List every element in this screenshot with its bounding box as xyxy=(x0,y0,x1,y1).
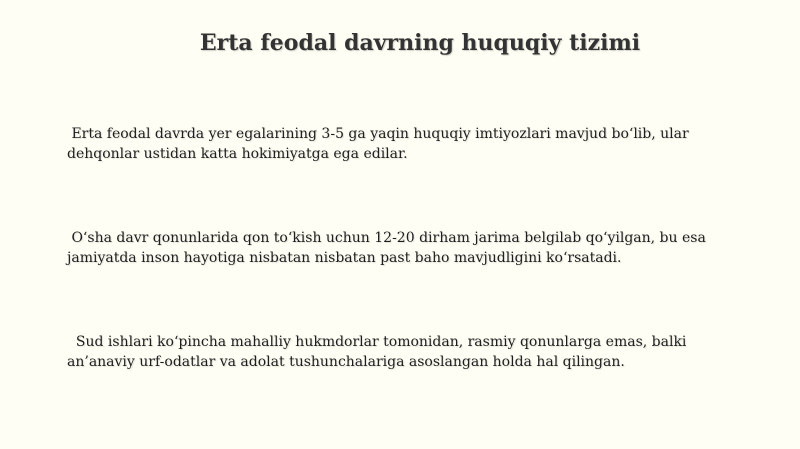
slide-title: Erta feodal davrning huquqiy tizimi xyxy=(199,30,641,56)
paragraph-court-cases: Sud ishlari ko‘pincha mahalliy hukmdorlar tomonidan, rasmiy qonunlarga emas, balki an’anaviy urf-odatlar va adolat tushunchalariga asoslangan holda hal qilingan. xyxy=(67,334,691,370)
paragraph-bloodshed-fine: O‘sha davr qonunlarida qon to‘kish uchun 12-20 dirham jarima belgilab qo‘yilgan, bu esa jamiyatda inson hayotiga nisbatan nisbatan past baho mavjudligini ko‘rsatadi. xyxy=(67,230,711,266)
paragraph-feudal-privileges: Erta feodal davrda yer egalarining 3-5 ga yaqin huquqiy imtiyozlari mavjud bo‘lib, ular dehqonlar ustidan katta hokimiyatga ega edilar. xyxy=(67,126,694,162)
